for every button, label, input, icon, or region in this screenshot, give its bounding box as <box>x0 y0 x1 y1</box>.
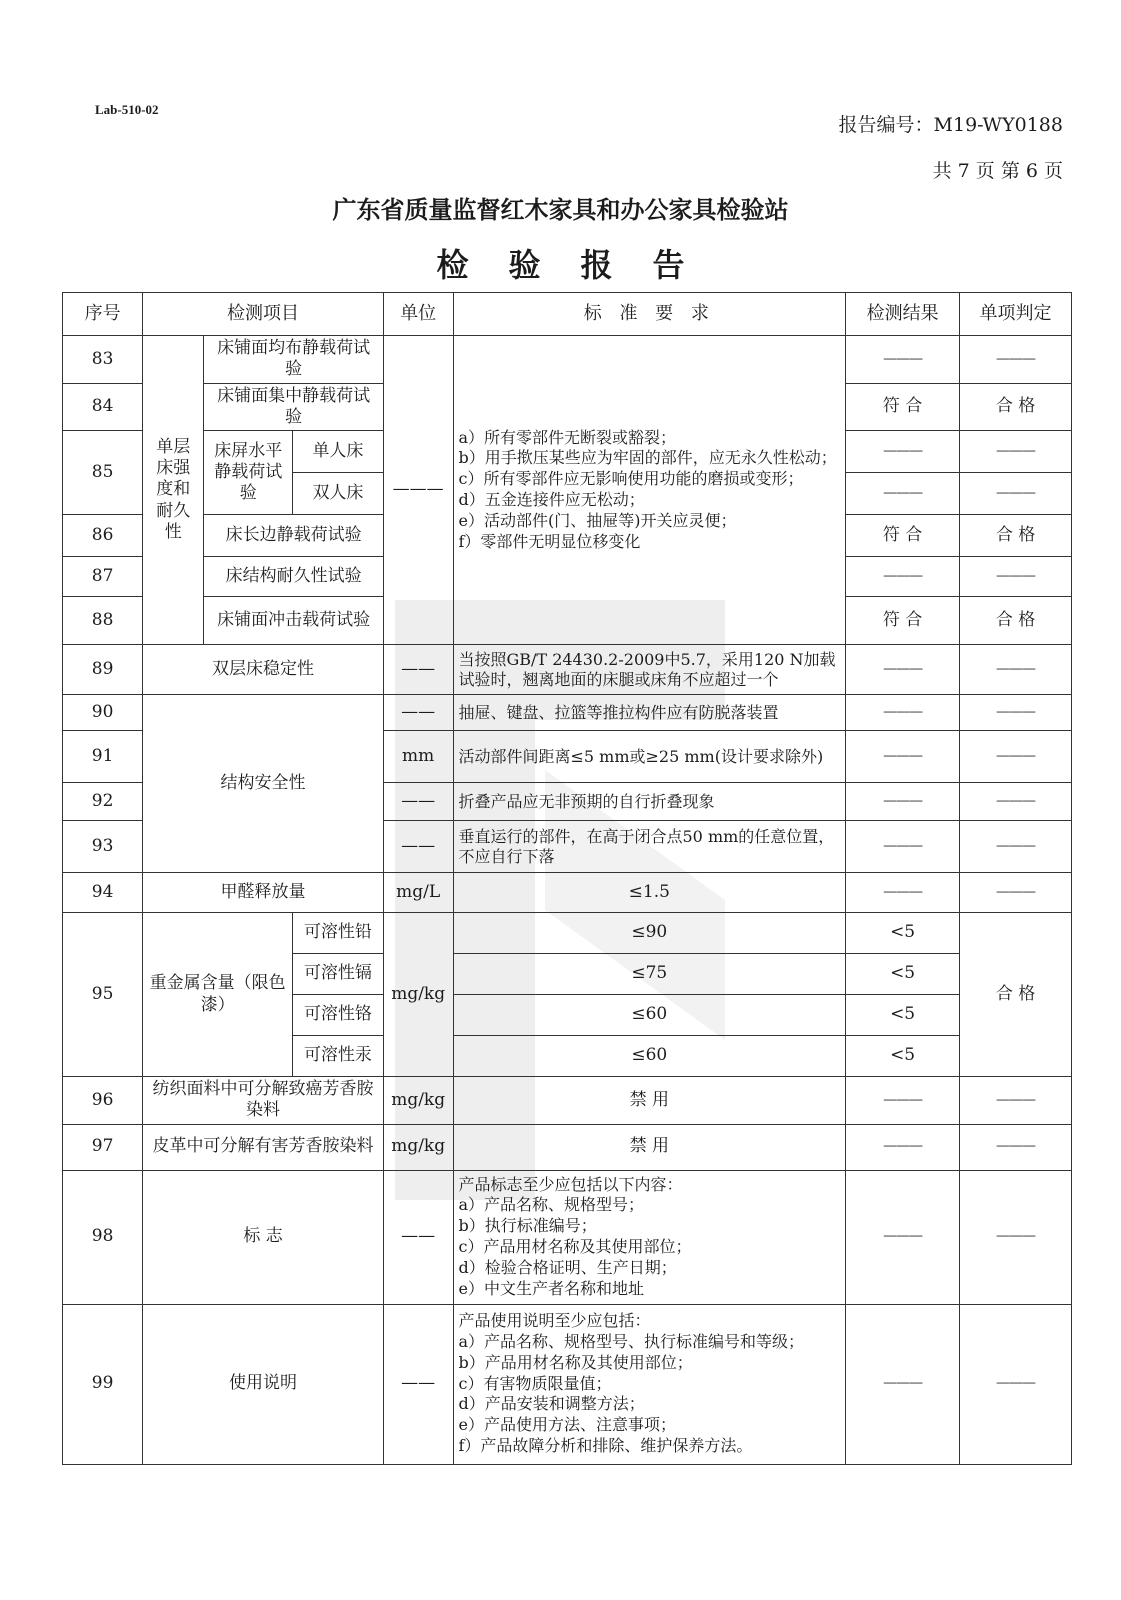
item-name: 使用说明 <box>143 1304 384 1464</box>
bed-group-label: 单层床强度和耐久性 <box>156 436 191 542</box>
lab-code: Lab-510-02 <box>95 102 159 117</box>
col-requirement: 标 准 要 求 <box>453 293 846 336</box>
verdict-cell: ——— <box>960 731 1072 783</box>
verdict-cell: ——— <box>960 473 1072 515</box>
req-line: c）有害物质限量值； <box>458 1373 612 1393</box>
item-name: 纺织面料中可分解致癌芳香胺染料 <box>143 1077 384 1125</box>
result-cell: ——— <box>846 821 960 873</box>
result-cell: ——— <box>846 1124 960 1170</box>
item-name: 标 志 <box>143 1170 384 1304</box>
unit-cell: —— <box>383 783 453 821</box>
req-line: c）所有零部件应无影响使用功能的磨损或变形； <box>458 469 804 489</box>
req-line: b）产品用材名称及其使用部位； <box>458 1352 693 1372</box>
requirement-cell: ≤75 <box>453 954 846 995</box>
sub-item-name: 双人床 <box>293 473 384 515</box>
result-cell: 符 合 <box>846 515 960 557</box>
req-line: 产品标志至少应包括以下内容： <box>458 1174 683 1194</box>
requirement-cell: 抽屉、键盘、拉篮等推拉构件应有防脱落装置 <box>453 695 846 731</box>
requirement-cell: ≤60 <box>453 1036 846 1077</box>
req-line: d）产品安装和调整方法； <box>458 1394 645 1414</box>
verdict-cell: ——— <box>960 783 1072 821</box>
sub-item-name: 可溶性铅 <box>293 913 384 954</box>
row-no: 83 <box>63 336 143 384</box>
row-no: 95 <box>63 913 143 1077</box>
verdict-cell: ——— <box>960 1170 1072 1304</box>
row-no: 97 <box>63 1124 143 1170</box>
row-no: 98 <box>63 1170 143 1304</box>
result-cell: ——— <box>846 336 960 384</box>
unit-cell: —— <box>383 1170 453 1304</box>
unit-cell: mg/L <box>383 873 453 913</box>
req-line: e）活动部件(门、抽屉等)开关应灵便； <box>458 510 737 530</box>
table-row <box>63 695 1072 731</box>
result-cell: ——— <box>846 1170 960 1304</box>
result-cell: <5 <box>846 995 960 1036</box>
unit-cell: —— <box>383 645 453 695</box>
verdict-cell: ——— <box>960 1077 1072 1125</box>
row-no: 89 <box>63 645 143 695</box>
sub-item-name: 可溶性汞 <box>293 1036 384 1077</box>
requirement-cell: 活动部件间距离≤5 mm或≥25 mm(设计要求除外) <box>453 731 846 783</box>
row-no: 92 <box>63 783 143 821</box>
instructions-requirements <box>453 1304 846 1464</box>
item-name: 皮革中可分解有害芳香胺染料 <box>143 1124 384 1170</box>
result-cell: <5 <box>846 913 960 954</box>
row-no: 96 <box>63 1077 143 1125</box>
col-result: 检测结果 <box>846 293 960 336</box>
item-name: 床长边静载荷试验 <box>204 515 383 557</box>
unit-cell: mg/kg <box>383 1124 453 1170</box>
table-row <box>63 1170 1072 1304</box>
result-cell: ——— <box>846 1077 960 1125</box>
req-line: f）产品故障分析和排除、维护保养方法。 <box>458 1435 753 1455</box>
table-row <box>63 336 1072 384</box>
req-line: e）产品使用方法、注意事项； <box>458 1415 676 1435</box>
page-info: 共 7 页 第 6 页 <box>932 160 1063 182</box>
verdict-cell: ——— <box>960 645 1072 695</box>
result-cell: 符 合 <box>846 597 960 645</box>
report-number: 报告编号：M19-WY0188 <box>838 114 1063 136</box>
req-line: c）产品用材名称及其使用部位； <box>458 1237 692 1256</box>
result-cell: 符 合 <box>846 383 960 431</box>
result-cell: ——— <box>846 783 960 821</box>
col-unit: 单位 <box>383 293 453 336</box>
row-no: 88 <box>63 597 143 645</box>
row-no: 87 <box>63 557 143 597</box>
requirement-cell: 折叠产品应无非预期的自行折叠现象 <box>453 783 846 821</box>
verdict-cell: 合 格 <box>960 597 1072 645</box>
inspection-table <box>62 292 1072 1465</box>
table-row <box>63 913 1072 954</box>
sub-item-name: 可溶性镉 <box>293 954 384 995</box>
unit-cell: mm <box>383 731 453 783</box>
row-no: 86 <box>63 515 143 557</box>
col-item: 检测项目 <box>143 293 384 336</box>
unit-cell: —— <box>383 695 453 731</box>
result-cell: ——— <box>846 557 960 597</box>
result-cell: ——— <box>846 645 960 695</box>
verdict-cell: ——— <box>960 873 1072 913</box>
result-cell: ——— <box>846 1304 960 1464</box>
result-cell: ——— <box>846 473 960 515</box>
marking-requirements <box>453 1170 846 1304</box>
unit-cell: mg/kg <box>383 913 453 1077</box>
unit-cell: mg/kg <box>383 1077 453 1125</box>
organization-name: 广东省质量监督红木家具和办公家具检验站 <box>332 196 789 224</box>
row-no: 84 <box>63 383 143 431</box>
row-no: 90 <box>63 695 143 731</box>
req-line: f）零部件无明显位移变化 <box>458 531 641 551</box>
result-cell: <5 <box>846 954 960 995</box>
result-cell: ——— <box>846 431 960 473</box>
item-name: 甲醛释放量 <box>143 873 384 913</box>
table-row <box>63 1077 1072 1125</box>
verdict-cell: 合 格 <box>960 913 1072 1077</box>
result-cell: ——— <box>846 731 960 783</box>
item-name: 床结构耐久性试验 <box>204 557 383 597</box>
item-name: 双层床稳定性 <box>143 645 384 695</box>
row-no: 99 <box>63 1304 143 1464</box>
verdict-cell: ——— <box>960 695 1072 731</box>
verdict-cell: ——— <box>960 1124 1072 1170</box>
requirement-cell: ≤90 <box>453 913 846 954</box>
item-name: 重金属含量（限色漆） <box>143 913 293 1077</box>
sub-item-name: 单人床 <box>293 431 384 473</box>
unit-cell: —— <box>383 1304 453 1464</box>
bed-group-name <box>143 336 204 645</box>
verdict-cell: ——— <box>960 1304 1072 1464</box>
row-no: 94 <box>63 873 143 913</box>
unit-cell: —— <box>383 821 453 873</box>
req-line: a）所有零部件无断裂或豁裂； <box>458 427 677 447</box>
header-row <box>63 293 1072 336</box>
requirement-cell: 当按照GB/T 24430.2-2009中5.7，采用120 N加载试验时，翘离地面的床腿或床角不应超过一个 <box>453 645 846 695</box>
item-name: 床铺面集中静载荷试验 <box>204 383 383 431</box>
table-row <box>63 645 1072 695</box>
requirement-cell: ≤1.5 <box>453 873 846 913</box>
verdict-cell: ——— <box>960 431 1072 473</box>
requirement-cell: 禁 用 <box>453 1124 846 1170</box>
verdict-cell: 合 格 <box>960 515 1072 557</box>
col-no: 序号 <box>63 293 143 336</box>
verdict-cell: ——— <box>960 336 1072 384</box>
row-no: 93 <box>63 821 143 873</box>
result-cell: <5 <box>846 1036 960 1077</box>
verdict-cell: ——— <box>960 557 1072 597</box>
verdict-cell: 合 格 <box>960 383 1072 431</box>
req-line: a）产品名称、规格型号、执行标准编号和等级； <box>458 1332 805 1351</box>
req-line: b）执行标准编号； <box>458 1216 597 1236</box>
sub-item-name: 可溶性铬 <box>293 995 384 1036</box>
table-row <box>63 1124 1072 1170</box>
bed-requirements <box>453 336 846 645</box>
requirement-cell: 禁 用 <box>453 1077 846 1125</box>
item-name: 结构安全性 <box>143 695 384 873</box>
requirement-cell: ≤60 <box>453 995 846 1036</box>
req-line: b）用手揿压某些应为牢固的部件，应无永久性松动； <box>458 448 837 468</box>
req-line: d）五金连接件应无松动； <box>458 490 645 509</box>
row-no: 85 <box>63 431 143 515</box>
req-line: d）检验合格证明、生产日期； <box>458 1257 677 1277</box>
req-line: e）中文生产者名称和地址 <box>458 1278 644 1298</box>
result-cell: ——— <box>846 873 960 913</box>
report-title: 检验报告 <box>436 246 725 284</box>
item-name: 床铺面均布静载荷试验 <box>204 336 383 384</box>
unit-cell: ——— <box>383 336 453 645</box>
requirement-cell: 垂直运行的部件，在高于闭合点50 mm的任意位置，不应自行下落 <box>453 821 846 873</box>
item-name: 床铺面冲击载荷试验 <box>204 597 383 645</box>
req-line: 产品使用说明至少应包括： <box>458 1311 651 1331</box>
table-row <box>63 1304 1072 1464</box>
result-cell: ——— <box>846 695 960 731</box>
verdict-cell: ——— <box>960 821 1072 873</box>
item-name: 床屏水平静载荷试验 <box>204 431 293 515</box>
row-no: 91 <box>63 731 143 783</box>
col-verdict: 单项判定 <box>960 293 1072 336</box>
table-row <box>63 873 1072 913</box>
req-line: a）产品名称、规格型号； <box>458 1195 645 1215</box>
